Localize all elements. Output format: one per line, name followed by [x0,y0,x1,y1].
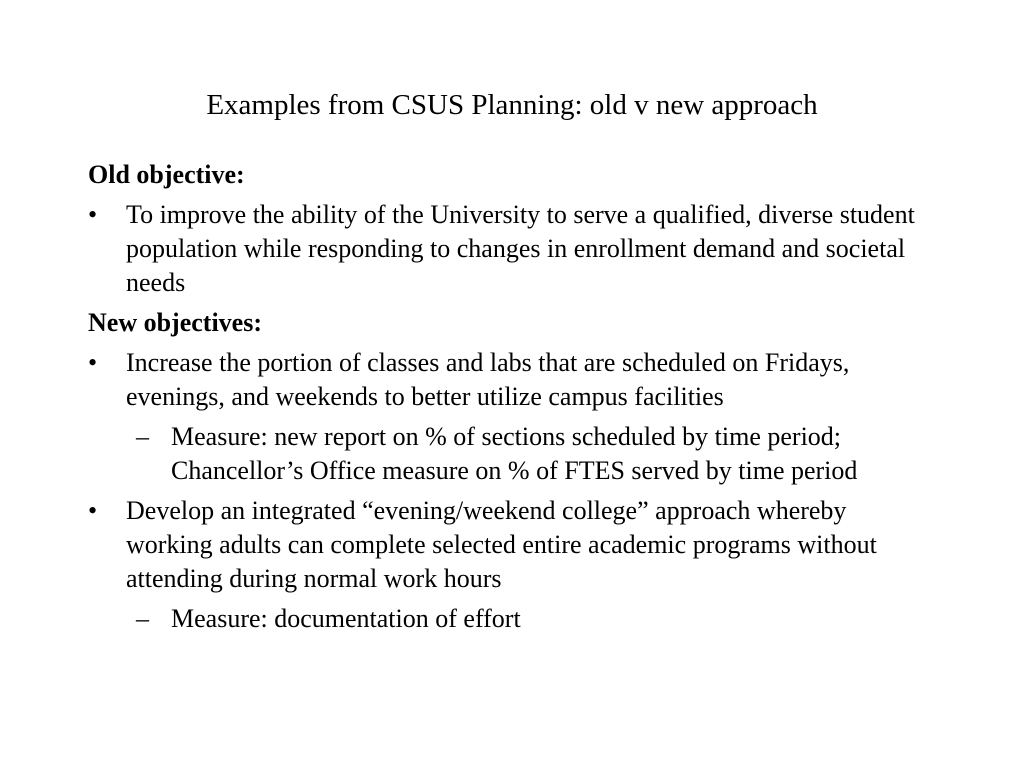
new-objective-bullet-2 [88,494,928,596]
bullet-marker: • [88,200,98,229]
sub-bullet-marker: – [136,604,149,633]
bullet-marker: • [88,348,98,377]
bullet-marker: • [88,496,98,525]
new-objective-2-measure-text: Measure: documentation of effort [171,604,521,633]
new-objectives-heading: New objectives: [88,308,262,337]
new-objective-2-text: Develop an integrated “evening/weekend college” approach whereby working adults can complete selected entire academic programs without attending during normal work hours [126,496,877,593]
slide-body [88,158,928,642]
old-objective-heading: Old objective: [88,160,245,189]
new-objective-1-measure [88,420,928,488]
slide-title: Examples from CSUS Planning: old v new approach [206,89,818,121]
new-objective-1-measure-text: Measure: new report on % of sections scheduled by time period; Chancellor’s Office measure on % of FTES served by time period [171,422,858,485]
new-objective-1-text: Increase the portion of classes and labs that are scheduled on Fridays, evenings, and weekends to better utilize campus facilities [126,348,850,411]
sub-bullet-marker: – [136,422,149,451]
new-objective-2-measure [88,602,928,636]
old-objective-bullet [88,198,928,300]
old-objective-text: To improve the ability of the University to serve a qualified, diverse student population while responding to changes in enrollment demand and societal needs [126,200,915,297]
new-objective-bullet-1 [88,346,928,414]
